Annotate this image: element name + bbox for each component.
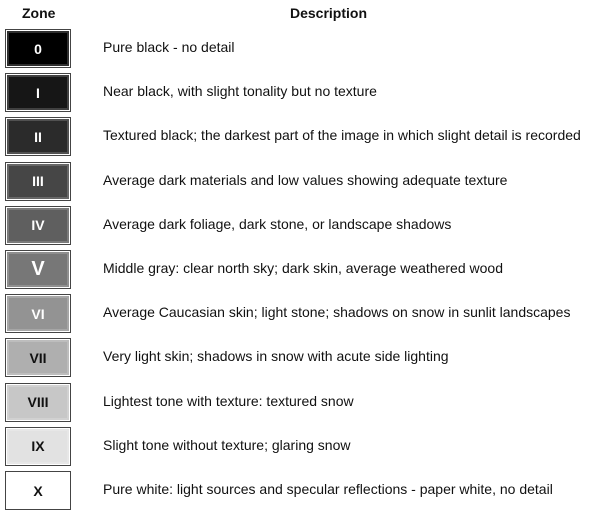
- zone-description: Lightest tone with texture: textured snow: [103, 392, 354, 409]
- zone-row: [0, 28, 601, 72]
- zone-row: [0, 205, 601, 249]
- zone-description: Average dark foliage, dark stone, or landscape shadows: [103, 215, 452, 232]
- zone-description: Pure black - no detail: [103, 39, 235, 55]
- zone-swatch: [5, 294, 71, 333]
- zone-row: [0, 293, 601, 337]
- zone-row: [0, 470, 601, 514]
- zone-description: Average dark materials and low values showing adequate texture: [103, 171, 508, 188]
- zone-swatch: [5, 427, 71, 466]
- zone-label: 0: [7, 31, 69, 66]
- zone-column-header: Zone: [22, 5, 56, 21]
- zone-label: IX: [7, 429, 69, 464]
- zone-label: X: [7, 473, 69, 508]
- zone-swatch: [5, 117, 71, 156]
- description-column-header: Description: [290, 5, 368, 21]
- zone-label: I: [7, 75, 69, 110]
- zone-row: [0, 161, 601, 205]
- zone-row: [0, 249, 601, 293]
- zone-description: Pure white: light sources and specular reflections - paper white, no detail: [103, 481, 553, 497]
- zone-description: Very light skin; shadows in snow with acute side lighting: [103, 348, 449, 365]
- zone-description: Slight tone without texture; glaring snow: [103, 436, 351, 453]
- zone-description: Average Caucasian skin; light stone; shadows on snow in sunlit landscapes: [103, 304, 571, 321]
- zone-swatch: [5, 250, 71, 289]
- zone-row: [0, 337, 601, 381]
- zone-swatch: [5, 73, 71, 112]
- zone-swatch: [5, 383, 71, 422]
- zone-label: VIII: [7, 385, 69, 420]
- zone-row: [0, 72, 601, 116]
- zone-description: Textured black; the darkest part of the image in which slight detail is recorded: [103, 127, 581, 144]
- zone-swatch: [5, 338, 71, 377]
- zone-label: V: [7, 252, 69, 287]
- zone-label: VI: [7, 296, 69, 331]
- zone-label: III: [7, 164, 69, 199]
- zone-swatch: [5, 162, 71, 201]
- zone-swatch: [5, 206, 71, 245]
- zone-row: [0, 382, 601, 426]
- zone-description: Near black, with slight tonality but no texture: [103, 83, 377, 100]
- zone-row: [0, 426, 601, 470]
- zone-swatch: [5, 471, 71, 510]
- zone-label: II: [7, 119, 69, 154]
- zone-label: IV: [7, 208, 69, 243]
- zone-swatch: [5, 29, 71, 68]
- zone-label: VII: [7, 340, 69, 375]
- zone-description: Middle gray: clear north sky; dark skin, average weathered wood: [103, 260, 503, 276]
- zone-row: [0, 116, 601, 160]
